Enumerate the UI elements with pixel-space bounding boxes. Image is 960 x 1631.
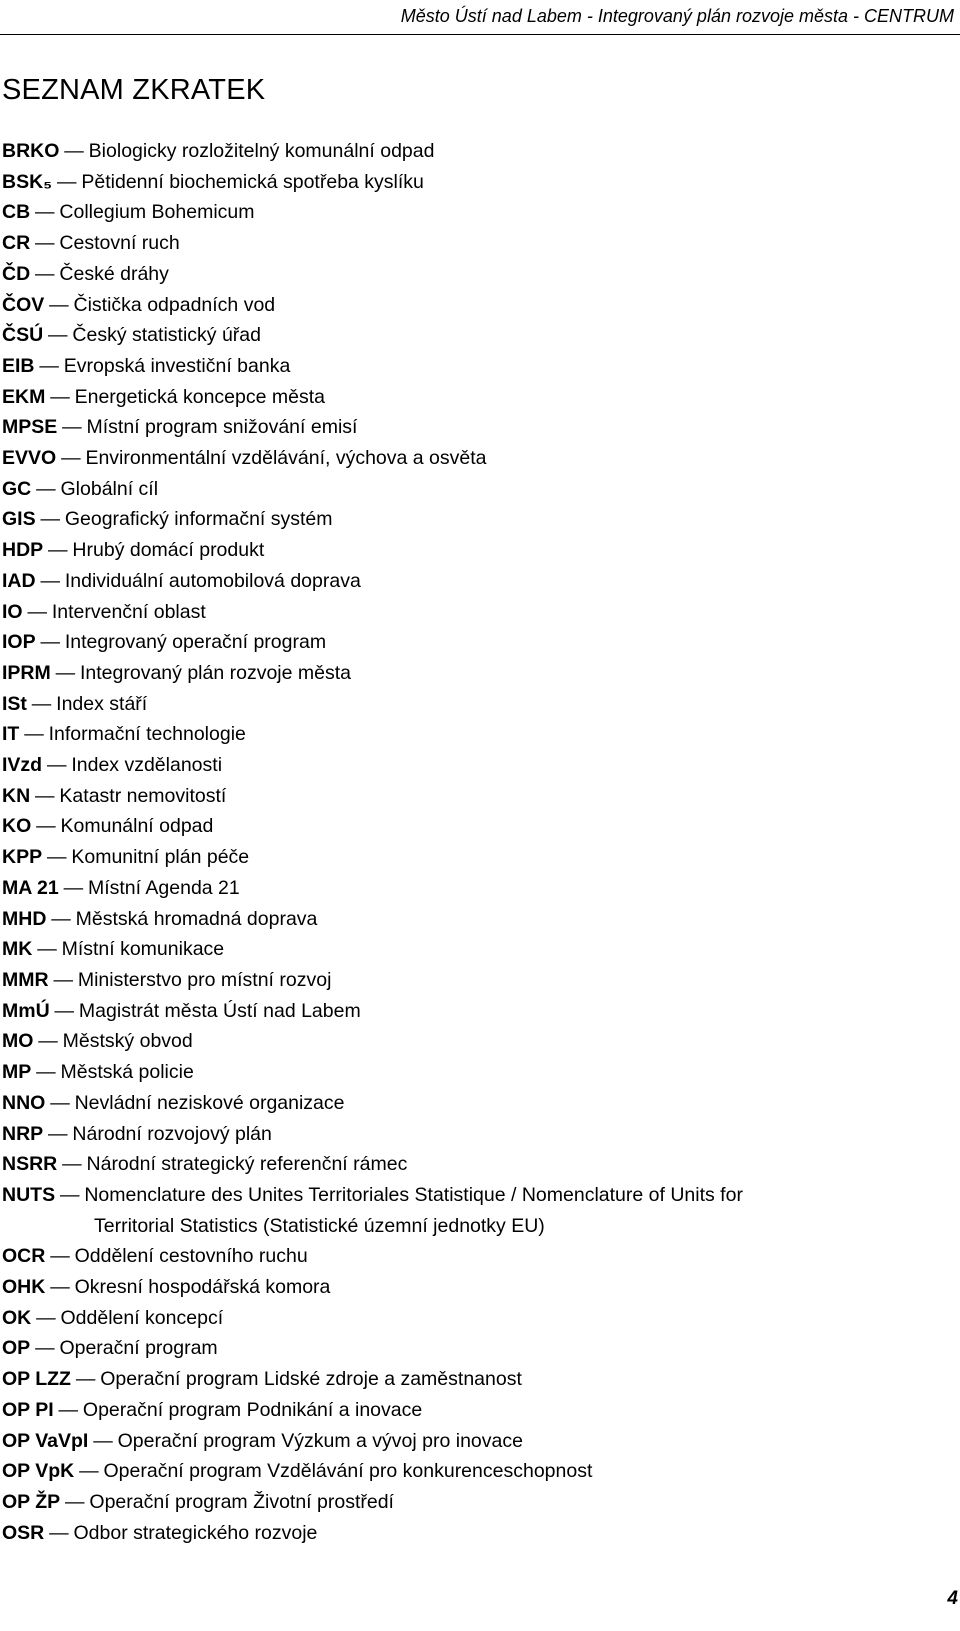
abbreviation-meaning: Městský obvod [62, 1030, 193, 1053]
abbreviation-meaning: Integrovaný plán rozvoje města [80, 661, 351, 684]
abbreviation-item [2, 1241, 954, 1272]
abbreviation-item [2, 504, 954, 535]
running-header: Město Ústí nad Labem - Integrovaný plán rozvoje města - CENTRUM [400, 6, 954, 26]
abbreviation-dash: — [63, 876, 84, 899]
abbreviation-code: NNO [2, 1091, 46, 1114]
abbreviation-meaning: Komunální odpad [60, 815, 214, 838]
abbreviation-item [2, 1426, 954, 1457]
abbreviation-meaning: Biologicky rozložitelný komunální odpad [88, 140, 435, 162]
abbreviation-meaning: Operační program Lidské zdroje a zaměstnanost [100, 1368, 522, 1391]
abbreviation-code: ČOV [2, 293, 45, 316]
abbreviation-meaning: Okresní hospodářská komora [74, 1276, 331, 1299]
abbreviation-code: IPRM [2, 661, 51, 684]
abbreviation-code: MMR [2, 968, 49, 991]
abbreviation-dash: — [49, 1521, 69, 1544]
abbreviation-dash: — [50, 1245, 70, 1268]
abbreviation-meaning: Operační program Podnikání a inovace [82, 1398, 423, 1421]
abbreviation-meaning: Český statistický úřad [72, 324, 261, 347]
abbreviation-item [2, 320, 954, 351]
abbreviation-item [2, 842, 954, 873]
abbreviation-code: OCR [2, 1245, 46, 1268]
abbreviation-dash: — [62, 1153, 82, 1176]
page-title: SEZNAM ZKRATEK [2, 74, 266, 106]
abbreviation-meaning: Operační program Výzkum a vývoj pro inovace [117, 1429, 523, 1452]
abbreviation-code: CR [2, 232, 31, 255]
abbreviation-dash: — [46, 846, 67, 869]
abbreviation-meaning: Městská hromadná doprava [75, 907, 318, 930]
abbreviation-dash: — [55, 661, 76, 684]
abbreviation-dash: — [51, 907, 71, 930]
abbreviation-dash: — [62, 416, 82, 439]
abbreviation-code: MP [2, 1061, 32, 1084]
abbreviation-item [2, 1088, 954, 1119]
abbreviation-dash: — [38, 1030, 58, 1053]
abbreviation-meaning: Nomenclature des Unites Territoriales Statistique / Nomenclature of Units for [84, 1183, 743, 1206]
abbreviation-item [2, 382, 954, 413]
abbreviation-dash: — [35, 262, 55, 285]
abbreviation-code: HDP [2, 539, 44, 562]
abbreviation-meaning: Národní rozvojový plán [72, 1122, 272, 1145]
abbreviation-code: EIB [2, 354, 35, 377]
abbreviation-dash: — [39, 354, 59, 377]
abbreviation-code: OP ŽP [2, 1490, 61, 1513]
abbreviation-code: GC [2, 477, 32, 500]
abbreviation-meaning: Informační technologie [48, 723, 246, 746]
abbreviation-dash: — [40, 569, 60, 592]
abbreviation-dash: — [53, 968, 73, 991]
abbreviation-dash: — [36, 477, 56, 500]
abbreviation-meaning-continuation: Territorial Statistics (Statistické územní jednotky EU) [94, 1214, 545, 1237]
abbreviation-item [2, 904, 954, 935]
abbreviation-item [2, 873, 954, 904]
abbreviation-code: MK [2, 938, 33, 961]
abbreviation-code: MPSE [2, 416, 58, 439]
abbreviation-item [2, 1119, 954, 1150]
abbreviation-item [2, 197, 954, 228]
abbreviation-dash: — [59, 1183, 80, 1206]
abbreviation-dash: — [35, 232, 55, 255]
abbreviation-meaning: Operační program Vzdělávání pro konkurenceschopnost [103, 1460, 593, 1483]
abbreviation-code: MO [2, 1030, 34, 1053]
abbreviation-item [2, 443, 954, 474]
abbreviation-meaning: Katastr nemovitostí [59, 784, 227, 807]
abbreviation-code: EVVO [2, 447, 57, 470]
abbreviation-meaning: Globální cíl [60, 477, 159, 500]
abbreviation-dash: — [36, 1306, 56, 1329]
abbreviation-meaning: Index stáří [56, 692, 148, 715]
abbreviation-dash: — [75, 1368, 96, 1391]
abbreviation-item [2, 167, 954, 198]
abbreviation-dash: — [40, 631, 60, 654]
abbreviation-dash: — [61, 447, 81, 470]
abbreviation-item [2, 750, 954, 781]
abbreviation-item [2, 996, 954, 1027]
abbreviation-item [2, 811, 954, 842]
abbreviation-item [2, 627, 954, 658]
abbreviation-dash: — [35, 784, 55, 807]
abbreviation-dash: — [64, 140, 84, 162]
abbreviation-dash: — [36, 815, 56, 838]
abbreviation-code: OP LZZ [2, 1368, 71, 1391]
abbreviation-dash: — [35, 1337, 55, 1360]
abbreviation-meaning: Pětidenní biochemická spotřeba kyslíku [81, 170, 424, 193]
abbreviation-code: IO [2, 600, 23, 623]
abbreviation-code: EKM [2, 385, 46, 408]
abbreviation-item [2, 597, 954, 628]
abbreviation-dash: — [54, 999, 75, 1022]
abbreviation-code: ČD [2, 262, 31, 285]
abbreviation-code: OSR [2, 1521, 45, 1544]
abbreviation-meaning: Národní strategický referenční rámec [86, 1153, 408, 1176]
abbreviation-code: OHK [2, 1276, 46, 1299]
abbreviation-dash: — [48, 1122, 68, 1145]
abbreviation-code: IOP [2, 631, 36, 654]
abbreviation-meaning: Nevládní neziskové organizace [74, 1091, 345, 1114]
abbreviation-item [2, 1057, 954, 1088]
abbreviation-meaning: Integrovaný operační program [64, 631, 327, 654]
abbreviation-item [2, 228, 954, 259]
abbreviation-meaning: Ministerstvo pro místní rozvoj [77, 968, 332, 991]
abbreviation-meaning: Místní program snižování emisí [86, 416, 358, 439]
abbreviation-dash: — [50, 385, 70, 408]
abbreviation-dash: — [50, 1276, 70, 1299]
abbreviation-dash: — [79, 1460, 99, 1483]
abbreviation-meaning: Cestovní ruch [59, 232, 180, 255]
abbreviation-code: GIS [2, 508, 36, 531]
abbreviation-dash: — [50, 1091, 70, 1114]
abbreviation-item [2, 1518, 954, 1549]
abbreviation-meaning: Operační program Životní prostředí [89, 1490, 394, 1513]
abbreviation-dash: — [65, 1490, 85, 1513]
abbreviation-code: ČSÚ [2, 324, 44, 347]
abbreviation-code: MHD [2, 907, 47, 930]
abbreviation-item [2, 412, 954, 443]
abbreviation-dash: — [31, 692, 52, 715]
abbreviation-item [2, 658, 954, 689]
abbreviation-item [2, 689, 954, 720]
abbreviation-code: KN [2, 784, 31, 807]
abbreviation-meaning: Collegium Bohemicum [59, 201, 255, 224]
abbreviation-item [2, 1456, 954, 1487]
abbreviation-code: OP [2, 1337, 31, 1360]
abbreviation-dash: — [48, 539, 68, 562]
abbreviation-dash: — [37, 938, 57, 961]
abbreviation-item [2, 566, 954, 597]
abbreviation-code: NRP [2, 1122, 44, 1145]
abbreviation-meaning: Individuální automobilová doprava [64, 569, 361, 592]
abbreviation-code: OP PI [2, 1398, 54, 1421]
abbreviation-code: CB [2, 201, 31, 224]
abbreviation-dash: — [35, 201, 55, 224]
abbreviation-meaning: České dráhy [59, 262, 169, 285]
abbreviation-meaning: Místní Agenda 21 [87, 876, 240, 899]
abbreviation-dash: — [40, 508, 60, 531]
abbreviation-item [2, 136, 954, 167]
abbreviation-meaning: Environmentální vzdělávání, výchova a osvěta [85, 447, 487, 470]
header-divider [0, 34, 960, 35]
abbreviation-meaning: Evropská investiční banka [63, 354, 291, 377]
abbreviation-meaning: Oddělení koncepcí [60, 1306, 224, 1329]
abbreviation-meaning: Magistrát města Ústí nad Labem [78, 999, 361, 1022]
abbreviation-list [2, 136, 954, 1548]
abbreviation-code: MA 21 [2, 876, 59, 899]
abbreviation-meaning: Hrubý domácí produkt [72, 539, 265, 562]
abbreviation-code: IAD [2, 569, 36, 592]
abbreviation-code: KPP [2, 846, 43, 869]
abbreviation-item [2, 1149, 954, 1180]
abbreviation-dash: — [27, 600, 47, 623]
abbreviation-item [2, 351, 954, 382]
abbreviation-code: ISt [2, 692, 27, 715]
abbreviation-code: MmÚ [2, 999, 50, 1022]
abbreviation-item [2, 719, 954, 750]
abbreviation-item [2, 1333, 954, 1364]
abbreviation-code: IVzd [2, 754, 43, 777]
abbreviation-dash: — [49, 293, 69, 316]
abbreviation-dash: — [93, 1429, 113, 1452]
abbreviation-dash: — [46, 754, 67, 777]
abbreviation-dash: — [24, 723, 44, 746]
abbreviation-item [2, 1026, 954, 1057]
abbreviation-item [2, 474, 954, 505]
abbreviation-item [2, 1395, 954, 1426]
abbreviation-item [2, 535, 954, 566]
abbreviation-dash: — [48, 324, 68, 347]
abbreviation-dash: — [57, 170, 77, 193]
abbreviation-code: OK [2, 1306, 32, 1329]
abbreviation-meaning: Odbor strategického rozvoje [73, 1521, 318, 1544]
abbreviation-meaning: Geografický informační systém [64, 508, 333, 531]
abbreviation-code: OP VpK [2, 1460, 75, 1483]
abbreviation-code: NSRR [2, 1153, 58, 1176]
abbreviation-item [2, 290, 954, 321]
abbreviation-item [2, 259, 954, 290]
abbreviation-item [2, 1272, 954, 1303]
abbreviation-item [2, 1487, 954, 1518]
abbreviation-meaning: Čistička odpadních vod [73, 293, 276, 316]
abbreviation-item [2, 965, 954, 996]
abbreviation-meaning: Index vzdělanosti [71, 754, 223, 777]
abbreviation-code: BSK₅ [2, 170, 53, 193]
abbreviation-code: OP VaVpI [2, 1429, 89, 1452]
abbreviation-meaning: Komunitní plán péče [71, 846, 250, 869]
abbreviation-dash: — [58, 1398, 79, 1421]
abbreviation-code: KO [2, 815, 32, 838]
abbreviation-meaning: Intervenční oblast [51, 600, 206, 623]
abbreviation-code: NUTS [2, 1183, 56, 1206]
abbreviation-dash: — [36, 1061, 56, 1084]
abbreviation-code: IT [2, 723, 20, 746]
abbreviation-meaning: Energetická koncepce města [74, 385, 325, 408]
abbreviation-item [2, 1180, 954, 1241]
abbreviation-meaning: Městská policie [60, 1061, 194, 1084]
abbreviation-meaning: Operační program [59, 1337, 218, 1360]
abbreviation-item [2, 1364, 954, 1395]
abbreviation-meaning: Místní komunikace [61, 938, 225, 961]
abbreviation-item [2, 781, 954, 812]
abbreviation-meaning: Oddělení cestovního ruchu [74, 1245, 308, 1268]
abbreviation-item [2, 1303, 954, 1334]
abbreviation-code: BRKO [2, 140, 60, 162]
abbreviation-item [2, 934, 954, 965]
page-number: 4 [947, 1588, 958, 1609]
